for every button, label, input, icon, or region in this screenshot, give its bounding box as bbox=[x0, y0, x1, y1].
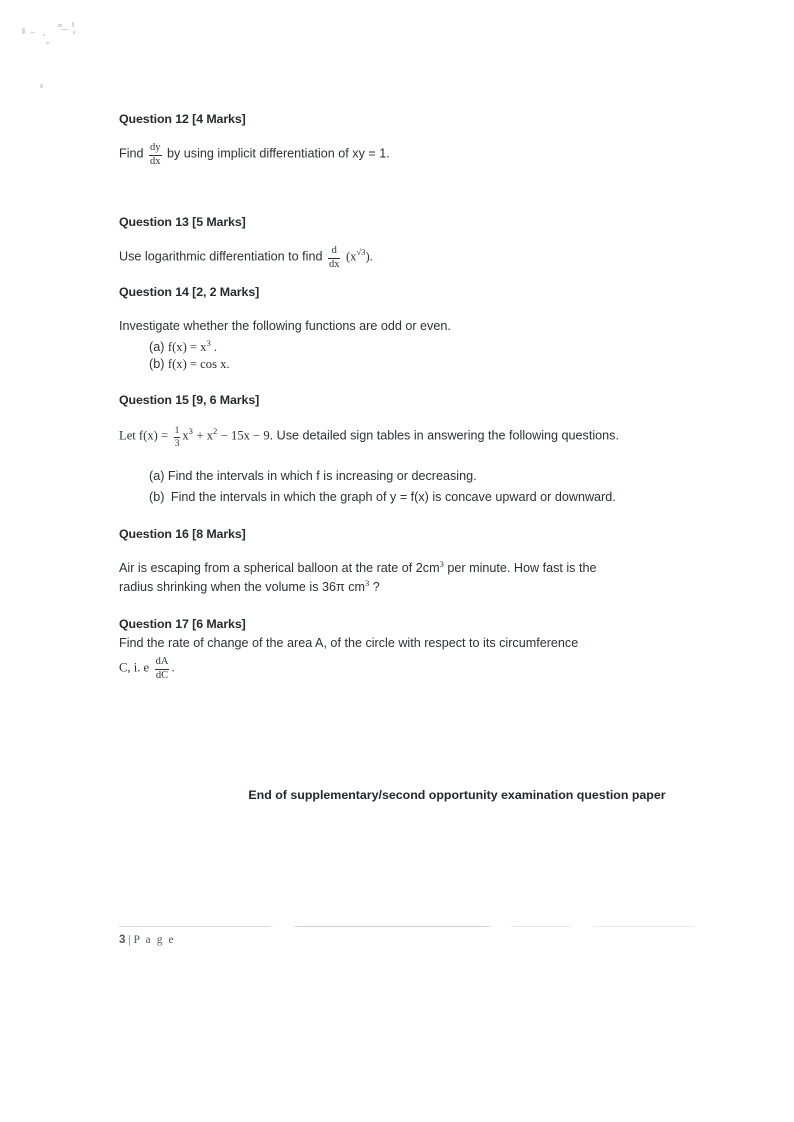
page-number-footer bbox=[119, 934, 175, 946]
fraction-numerator: dA bbox=[155, 656, 169, 668]
question-15-heading: Question 15 [9, 6 Marks] bbox=[119, 393, 260, 408]
fraction-numerator: 1 bbox=[174, 425, 180, 437]
fraction-denominator: dx bbox=[150, 155, 161, 167]
fraction-numerator: dy bbox=[150, 142, 161, 153]
question-17-text-pre: C, i. e bbox=[119, 660, 150, 675]
question-16-heading: Question 16 [8 Marks] bbox=[119, 527, 246, 542]
question-17-line-1 bbox=[119, 634, 679, 653]
question-14-subitems bbox=[119, 339, 679, 375]
question-13-exponent: √3 bbox=[356, 246, 366, 257]
question-15-exp2: 2 bbox=[213, 426, 218, 437]
question-13-body bbox=[119, 246, 679, 271]
list-item bbox=[119, 488, 679, 507]
question-17-heading: Question 17 [6 Marks] bbox=[119, 617, 246, 632]
item-label: (b) bbox=[149, 490, 165, 505]
question-12 bbox=[119, 112, 679, 168]
item-label: (a) bbox=[149, 339, 165, 354]
question-16 bbox=[119, 527, 679, 597]
question-13-heading: Question 13 [5 Marks] bbox=[119, 214, 246, 229]
question-list bbox=[119, 112, 679, 802]
question-13-lead: Use logarithmic differentiation to find bbox=[119, 249, 323, 264]
scan-artifacts bbox=[0, 0, 170, 110]
fraction-d-dx bbox=[328, 246, 341, 271]
question-16-text-post: per minute. How fast is the bbox=[443, 561, 597, 576]
question-15-subitems bbox=[119, 467, 679, 507]
question-12-heading: Question 12 [4 Marks] bbox=[119, 112, 246, 126]
page-number: 3 bbox=[119, 934, 126, 946]
question-16-line-2 bbox=[119, 578, 679, 597]
item-text: f(x) = x bbox=[167, 339, 207, 354]
question-17 bbox=[119, 617, 679, 682]
page-number-separator: | bbox=[128, 934, 131, 946]
fraction-denominator: dx bbox=[328, 258, 340, 270]
item-text: Find the intervals in which the graph of y = f(x) is concave upward or downward. bbox=[170, 490, 616, 505]
end-of-paper-note: End of supplementary/second opportunity examination question paper bbox=[248, 788, 666, 802]
question-13-close: ). bbox=[365, 249, 373, 264]
list-item bbox=[119, 467, 679, 486]
question-15-tail: . Use detailed sign tables in answering the following questions. bbox=[269, 428, 619, 443]
item-label: (a) bbox=[149, 469, 165, 484]
question-13 bbox=[119, 215, 679, 271]
question-12-body bbox=[119, 143, 679, 168]
question-15-term1: x bbox=[182, 428, 189, 443]
question-17-line-2 bbox=[119, 657, 679, 682]
question-16-line-1 bbox=[119, 559, 679, 578]
fraction-denominator: 3 bbox=[174, 438, 180, 450]
fraction-numerator: d bbox=[331, 244, 337, 256]
question-16-exponent-1: 3 bbox=[439, 559, 444, 570]
question-12-tail: by using implicit differentiation of xy = 1. bbox=[167, 146, 390, 161]
item-text: f(x) = cos x. bbox=[167, 357, 230, 372]
item-text-post: . bbox=[210, 339, 218, 354]
question-14-heading: Question 14 [2, 2 Marks] bbox=[119, 284, 260, 299]
question-15-body bbox=[119, 426, 629, 449]
question-14-text: Investigate whether the following functions are odd or even. bbox=[119, 318, 451, 333]
question-17-text-post: . bbox=[171, 660, 175, 675]
question-15-rest: − 15x − 9 bbox=[220, 428, 270, 443]
footer-scan-line bbox=[119, 926, 694, 927]
list-item bbox=[119, 356, 679, 374]
fraction-denominator: dC bbox=[155, 670, 169, 682]
page-number-word: P a g e bbox=[133, 934, 176, 946]
item-exponent: 3 bbox=[206, 337, 211, 348]
question-14-body bbox=[119, 317, 679, 336]
question-15-term2: + x bbox=[196, 428, 213, 443]
question-13-tail: (x bbox=[345, 249, 357, 264]
item-label: (b) bbox=[149, 357, 165, 372]
question-12-lead: Find bbox=[119, 146, 144, 161]
fraction-dA-dC bbox=[155, 657, 170, 682]
question-15-exp1: 3 bbox=[188, 426, 193, 437]
question-16-text-post-2: ? bbox=[369, 580, 380, 595]
question-16-text-pre: Air is escaping from a spherical balloon at the rate of 2cm bbox=[119, 561, 440, 576]
item-text: Find the intervals in which f is increasing or decreasing. bbox=[167, 469, 477, 484]
question-16-exponent-2: 3 bbox=[364, 578, 370, 589]
question-16-text-pre-2: radius shrinking when the volume is 36π cm bbox=[119, 580, 365, 595]
question-17-text: Find the rate of change of the area A, of the circle with respect to its circumference bbox=[119, 636, 579, 651]
list-item bbox=[119, 339, 679, 357]
fraction-one-third bbox=[174, 426, 181, 449]
question-14 bbox=[119, 285, 679, 375]
fraction-dy-dx bbox=[149, 143, 162, 168]
question-15 bbox=[119, 393, 679, 507]
question-15-lead: Let f(x) = bbox=[119, 428, 169, 443]
